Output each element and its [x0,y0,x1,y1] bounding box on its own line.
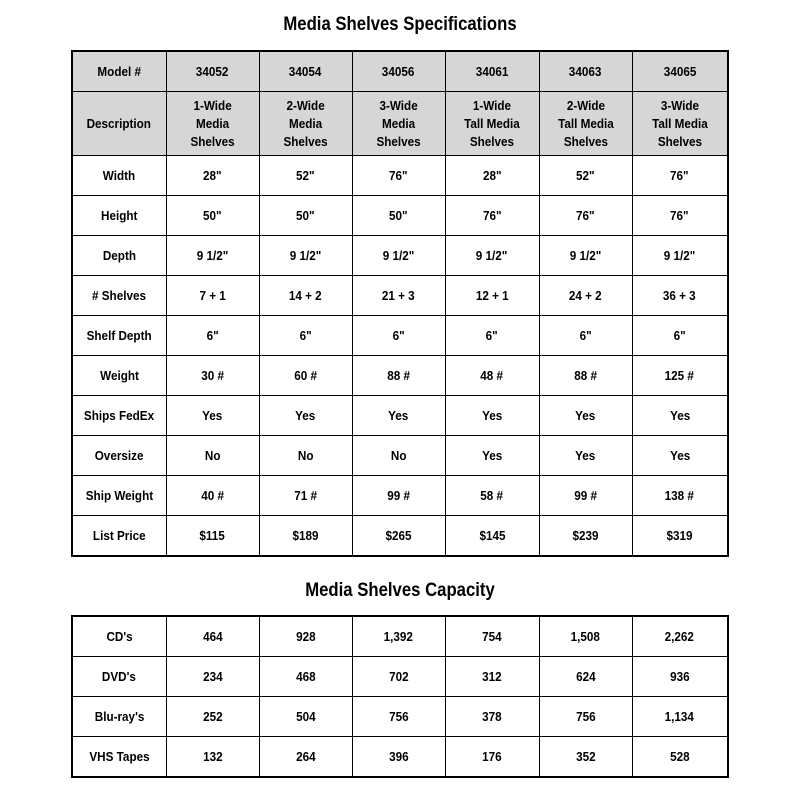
spec-row [72,476,728,516]
cell-value: 9 1/2" [289,247,322,263]
cell-value: 312 [482,668,502,684]
row-label-cell [72,316,166,356]
value-cell [539,516,632,557]
value-cell [539,276,632,316]
value-cell [445,236,539,276]
cell-value: 76" [389,167,408,183]
value-cell [539,356,632,396]
value-cell [632,516,728,557]
cell-value: 7 + 1 [199,287,226,303]
value-cell [259,616,352,657]
row-label-cell [72,436,166,476]
row-label: DVD's [102,668,137,684]
description-line: Shelves [563,133,608,149]
model-row [72,51,728,92]
value-cell [632,616,728,657]
description-line: Shelves [283,133,328,149]
cell-value: 88 # [574,367,597,383]
cell-value: 60 # [294,367,317,383]
cell-value: 99 # [387,487,410,503]
value-cell [352,616,445,657]
model-cell [352,51,445,92]
value-cell [166,516,259,557]
cell-value: 756 [575,708,596,724]
value-cell [539,657,632,697]
cell-value: 36 + 3 [663,287,697,303]
value-cell [352,737,445,778]
cell-value: Yes [481,407,503,423]
value-cell [166,316,259,356]
specifications-table [71,50,729,557]
description-line: 3-Wide [379,97,418,113]
value-cell [166,657,259,697]
value-cell [166,476,259,516]
model-number: 34063 [569,63,602,79]
cell-value: 6" [485,327,499,343]
value-cell [445,697,539,737]
cell-value: $189 [292,527,319,543]
cell-value: 936 [669,668,690,684]
row-label: Blu-ray's [94,708,145,724]
model-cell [166,51,259,92]
cell-value: Yes [669,447,690,463]
description-line: Media [288,115,323,131]
cell-value: 2,262 [665,628,695,644]
capacity-table [71,615,729,778]
model-number: 34056 [382,63,415,79]
cell-value: 6" [206,327,219,343]
value-cell [352,476,445,516]
cell-value: 756 [388,708,409,724]
value-cell [166,196,259,236]
row-label-cell [72,737,166,778]
capacity-row [72,657,728,697]
value-cell [445,657,539,697]
cell-value: 88 # [387,367,410,383]
value-cell [259,737,352,778]
cell-value: 9 1/2" [569,247,602,263]
row-label: Height [101,207,138,223]
row-label-cell [72,156,166,196]
description-line: 2-Wide [566,97,605,113]
description-line: Shelves [376,133,421,149]
value-cell [352,436,445,476]
value-cell [166,156,259,196]
cell-value: 9 1/2" [663,247,696,263]
value-cell [259,276,352,316]
row-label-cell [72,236,166,276]
value-cell [352,236,445,276]
row-label-cell [72,396,166,436]
value-cell [445,396,539,436]
value-cell [259,657,352,697]
value-cell [539,316,632,356]
cell-value: 28" [203,167,222,183]
value-cell [445,737,539,778]
cell-value: Yes [202,407,223,423]
cell-value: No [390,447,407,463]
specifications-body [72,156,728,557]
value-cell [632,697,728,737]
cell-value: 40 # [201,487,224,503]
model-label-cell [72,51,166,92]
description-line: Shelves [657,133,702,149]
cell-value: 50" [296,207,315,223]
model-cell [539,51,632,92]
cell-value: No [204,447,221,463]
cell-value: $115 [199,527,226,543]
value-cell [632,356,728,396]
cell-value: No [297,447,314,463]
description-cell [632,92,728,156]
value-cell [445,156,539,196]
value-cell [632,737,728,778]
model-cell [259,51,352,92]
value-cell [259,196,352,236]
spec-row [72,396,728,436]
value-cell [539,196,632,236]
cell-value: Yes [575,407,596,423]
cell-value: 9 1/2" [382,247,415,263]
cell-value: 28" [482,167,502,183]
cell-value: $145 [478,527,506,543]
cell-value: $239 [572,527,599,543]
value-cell [632,476,728,516]
cell-value: $319 [666,527,693,543]
capacity-row [72,697,728,737]
spec-row [72,316,728,356]
capacity-row [72,616,728,657]
row-label: Ship Weight [85,487,153,503]
cell-value: 6" [392,327,405,343]
value-cell [352,276,445,316]
value-cell [166,616,259,657]
value-cell [259,396,352,436]
value-cell [445,476,539,516]
cell-value: 76" [576,207,595,223]
value-cell [166,436,259,476]
cell-value: 234 [202,668,223,684]
capacity-body [72,616,728,777]
value-cell [539,476,632,516]
cell-value: 468 [295,668,316,684]
value-cell [445,616,539,657]
value-cell [539,697,632,737]
cell-value: 58 # [480,487,504,503]
cell-value: 352 [575,748,596,764]
description-label: Description [87,115,152,131]
cell-value: 378 [482,708,502,724]
cell-value: 21 + 3 [382,287,415,303]
cell-value: 50" [203,207,222,223]
cell-value: Yes [295,407,316,423]
description-line: Shelves [469,133,515,149]
cell-value: $265 [385,527,412,543]
description-line: Tall Media [557,115,614,131]
row-label-cell [72,516,166,557]
description-line: Media [195,115,230,131]
description-row [72,92,728,156]
value-cell [632,657,728,697]
row-label-cell [72,697,166,737]
value-cell [632,396,728,436]
value-cell [259,436,352,476]
value-cell [352,156,445,196]
row-label: Oversize [94,447,144,463]
cell-value: 176 [482,748,502,764]
row-label: CD's [106,628,133,644]
cell-value: Yes [388,407,409,423]
cell-value: 9 1/2" [196,247,229,263]
cell-value: 754 [482,628,502,644]
cell-value: 50" [389,207,408,223]
cell-value: 504 [295,708,316,724]
row-label: Weight [99,367,139,383]
value-cell [445,516,539,557]
value-cell [632,276,728,316]
cell-value: 76" [482,207,502,223]
model-cell [445,51,539,92]
value-cell [166,697,259,737]
value-cell [632,196,728,236]
spec-row [72,356,728,396]
value-cell [632,236,728,276]
cell-value: 396 [388,748,409,764]
cell-value: 6" [299,327,312,343]
model-cell [632,51,728,92]
cell-value: 30 # [201,367,224,383]
cell-value: 1,134 [665,708,695,724]
spec-row [72,156,728,196]
value-cell [259,156,352,196]
cell-value: 12 + 1 [475,287,509,303]
value-cell [259,356,352,396]
cell-value: 702 [388,668,409,684]
capacity-row [72,737,728,778]
spec-table-title: Media Shelves Specifications [283,14,517,35]
model-number: 34054 [289,63,322,79]
value-cell [259,697,352,737]
description-line: Tall Media [651,115,708,131]
cell-value: 138 # [665,487,695,503]
value-cell [352,316,445,356]
cell-value: 14 + 2 [289,287,322,303]
cell-value: 52" [296,167,315,183]
row-label-cell [72,276,166,316]
value-cell [539,616,632,657]
value-cell [259,476,352,516]
value-cell [632,316,728,356]
row-label-cell [72,196,166,236]
description-cell [539,92,632,156]
row-label-cell [72,616,166,657]
cell-value: 6" [579,327,592,343]
value-cell [259,516,352,557]
cell-value: 624 [575,668,596,684]
spec-row [72,516,728,557]
cell-value: 76" [670,167,690,183]
cell-value: 9 1/2" [476,247,508,263]
spec-row [72,196,728,236]
value-cell [539,396,632,436]
value-cell [166,356,259,396]
description-line: 2-Wide [286,97,325,113]
description-line: 1-Wide [193,97,232,113]
value-cell [539,236,632,276]
description-line: 1-Wide [472,97,512,113]
row-label-cell [72,657,166,697]
capacity-table-title: Media Shelves Capacity [305,580,495,601]
cell-value: 928 [295,628,316,644]
cell-value: 76" [670,207,690,223]
cell-value: 48 # [480,367,504,383]
spec-row [72,236,728,276]
description-label-cell [72,92,166,156]
cell-value: 1,392 [383,628,414,644]
value-cell [166,236,259,276]
cell-value: 99 # [574,487,597,503]
row-label: Depth [102,247,136,263]
value-cell [632,156,728,196]
cell-value: 1,508 [570,628,601,644]
value-cell [352,356,445,396]
cell-value: 6" [673,327,686,343]
description-line: Shelves [190,133,235,149]
value-cell [352,516,445,557]
model-number: 34052 [196,63,229,79]
value-cell [166,276,259,316]
row-label: Shelf Depth [86,327,152,343]
cell-value: Yes [575,447,596,463]
spec-row [72,436,728,476]
value-cell [166,396,259,436]
row-label: VHS Tapes [89,748,150,764]
cell-value: 52" [576,167,595,183]
description-line: Tall Media [464,115,520,131]
value-cell [259,236,352,276]
cell-value: 125 # [665,367,695,383]
value-cell [166,737,259,778]
value-cell [539,156,632,196]
value-cell [352,697,445,737]
value-cell [445,276,539,316]
description-cell [352,92,445,156]
value-cell [445,196,539,236]
cell-value: 24 + 2 [569,287,602,303]
description-cell [445,92,539,156]
cell-value: Yes [481,447,503,463]
value-cell [352,396,445,436]
value-cell [445,436,539,476]
value-cell [539,436,632,476]
cell-value: 528 [669,748,690,764]
description-cell [259,92,352,156]
row-label: # Shelves [92,287,147,303]
description-cell [166,92,259,156]
value-cell [445,356,539,396]
row-label-cell [72,356,166,396]
value-cell [259,316,352,356]
spec-row [72,276,728,316]
value-cell [539,737,632,778]
value-cell [445,316,539,356]
cell-value: 252 [202,708,223,724]
description-line: 3-Wide [660,97,699,113]
row-label: Width [103,167,136,183]
value-cell [352,196,445,236]
description-line: Media [381,115,416,131]
value-cell [352,657,445,697]
cell-value: 264 [295,748,316,764]
cell-value: 71 # [294,487,317,503]
cell-value: Yes [669,407,690,423]
cell-value: 132 [202,748,223,764]
value-cell [632,436,728,476]
row-label: Ships FedEx [84,407,155,423]
model-number: 34061 [475,63,509,79]
row-label-cell [72,476,166,516]
model-label: Model # [97,63,142,79]
row-label: List Price [92,527,146,543]
model-number: 34065 [663,63,697,79]
cell-value: 464 [202,628,223,644]
